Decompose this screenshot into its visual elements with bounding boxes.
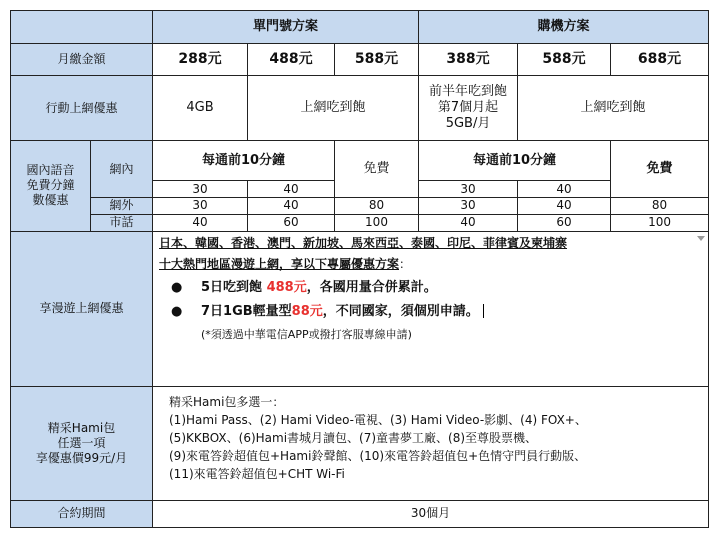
fee-cell: 288元	[153, 43, 248, 76]
hami-label-line: 精采Hami包	[47, 420, 116, 435]
voice-label-line: 國內語音	[26, 163, 75, 178]
fee-cell: 588元	[518, 43, 611, 76]
offnet-cell: 40	[248, 198, 335, 215]
voice-offnet-label: 網外	[91, 198, 153, 215]
header-corner	[11, 11, 153, 44]
text-cursor	[483, 304, 484, 318]
data-buy-line: 5GB/月	[445, 116, 491, 132]
hami-line: (5)KKBOX、(6)Hami書城月讀包、(7)童書夢工廠、(8)至尊股票機、	[169, 431, 538, 446]
hami-line: (1)Hami Pass、(2) Hami Video-電視、(3) Hami Video-影劇、(4) FOX+、	[169, 413, 587, 428]
mobile-data-label: 行動上網優惠	[11, 76, 153, 141]
free-buy: 免費	[611, 141, 709, 198]
roaming-option-1	[159, 280, 700, 296]
offnet-cell: 80	[611, 198, 709, 215]
data-buy-line: 前半年吃到飽	[429, 83, 508, 99]
onnet-cell: 30	[419, 181, 518, 198]
hami-details	[153, 387, 709, 500]
header-single-plan: 單門號方案	[153, 11, 419, 44]
data-unlimited-single: 上網吃到飽	[248, 76, 419, 141]
offnet-cell: 30	[153, 198, 248, 215]
hami-label	[11, 387, 153, 500]
roaming-intro-row	[159, 251, 700, 272]
landline-cell: 100	[611, 214, 709, 231]
offnet-cell: 80	[335, 198, 419, 215]
header-buy-plan: 購機方案	[419, 11, 709, 44]
voice-onnet-label: 網內	[91, 141, 153, 198]
landline-cell: 60	[248, 214, 335, 231]
landline-cell: 40	[153, 214, 248, 231]
opt1-prefix: 5日吃到飽	[201, 279, 267, 295]
plan-comparison-table	[10, 10, 709, 528]
onnet-cell: 40	[518, 181, 611, 198]
monthly-fee-label: 月繳金額	[11, 43, 153, 76]
contract-label: 合約期間	[11, 500, 153, 527]
data-buy-tiered	[419, 76, 518, 141]
free-single: 免費	[335, 141, 419, 198]
offnet-cell: 30	[419, 198, 518, 215]
onnet-cell: 40	[248, 181, 335, 198]
fee-cell: 388元	[419, 43, 518, 76]
hami-label-line: 享優惠價99元/月	[35, 450, 128, 465]
first10-buy: 每通前10分鐘	[419, 141, 611, 181]
contract-value: 30個月	[153, 500, 709, 527]
data-4gb: 4GB	[153, 76, 248, 141]
voice-label-line: 數優惠	[32, 193, 69, 208]
roaming-intro: 十大熱門地區漫遊上網，享以下專屬優惠方案	[159, 256, 400, 271]
fee-cell: 688元	[611, 43, 709, 76]
hami-line: 精采Hami包多選一：	[169, 395, 285, 410]
opt2-suffix: ，不同國家，須個別申請。	[322, 303, 479, 319]
fee-cell: 488元	[248, 43, 335, 76]
roaming-details	[153, 231, 709, 387]
roaming-option-2	[159, 304, 700, 320]
roaming-countries: 日本、韓國、香港、澳門、新加坡、馬來西亞、泰國、印尼、菲律賓及柬埔寨	[159, 235, 568, 250]
roaming-label: 享漫遊上網優惠	[11, 231, 153, 387]
landline-cell: 100	[335, 214, 419, 231]
roaming-note: (*須透過中華電信APP或撥打客服專線申請)	[201, 328, 412, 342]
hami-label-line: 任選一項	[57, 435, 106, 450]
data-buy-line: 第7個月起	[437, 100, 499, 116]
landline-cell: 60	[518, 214, 611, 231]
first10-single: 每通前10分鐘	[153, 141, 335, 181]
dropdown-arrow-icon[interactable]	[697, 236, 705, 241]
opt1-suffix: ，各國用量合併累計。	[306, 279, 437, 295]
bullet-icon: ●	[171, 303, 183, 319]
opt1-price: 488元	[266, 279, 307, 295]
hami-line: (9)來電答鈴超值包+Hami鈴聲館、(10)來電答鈴超值包+色情守門員行動版、	[169, 449, 587, 464]
hami-line: (11)來電答鈴超值包+CHT Wi-Fi	[169, 467, 345, 482]
opt2-price: 88元	[291, 303, 323, 319]
bullet-icon: ●	[171, 279, 183, 295]
voice-label-line: 免費分鐘	[26, 178, 75, 193]
roaming-intro-colon: ：	[399, 256, 412, 271]
opt2-prefix: 7日1GB輕量型	[201, 303, 292, 319]
onnet-cell: 30	[153, 181, 248, 198]
offnet-cell: 40	[518, 198, 611, 215]
voice-landline-label: 市話	[91, 214, 153, 231]
data-unlimited-buy: 上網吃到飽	[518, 76, 709, 141]
landline-cell: 40	[419, 214, 518, 231]
fee-cell: 588元	[335, 43, 419, 76]
voice-label	[11, 141, 91, 231]
